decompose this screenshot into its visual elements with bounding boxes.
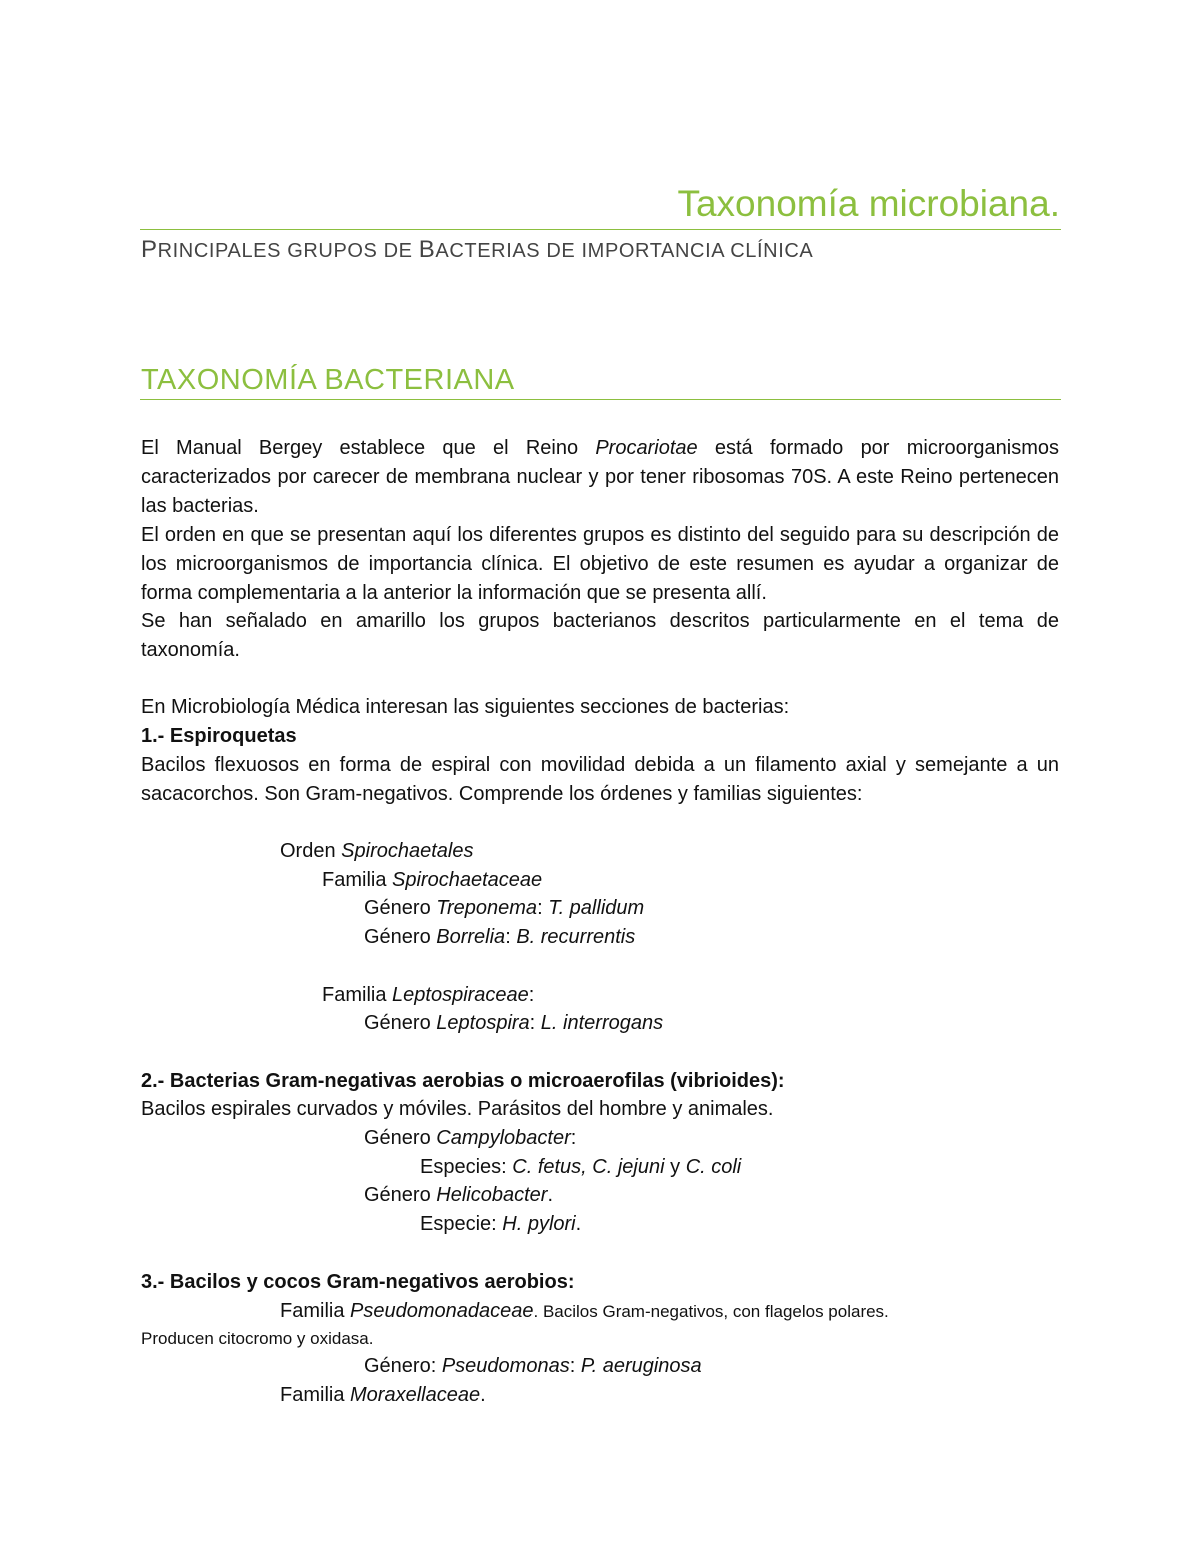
label: Familia: [322, 869, 393, 891]
s3-genero-1: [364, 1352, 702, 1381]
taxon-name: Pseudomonas: [441, 1355, 570, 1377]
label: Especies:: [420, 1156, 513, 1178]
label: Especie:: [420, 1213, 503, 1235]
title-underline: [140, 229, 1061, 230]
s2-especie-2: [420, 1210, 581, 1239]
taxon-name: Spirochaetaceae: [392, 869, 543, 891]
s3-heading: 3.- Bacilos y cocos Gram-negativos aerobios:: [141, 1271, 575, 1293]
section-underline: [140, 399, 1061, 400]
subtitle-part-2: ACTERIAS DE IMPORTANCIA CLÍNICA: [435, 240, 814, 262]
s1-heading: 1.- Espiroquetas: [141, 725, 297, 747]
separator: .: [480, 1384, 486, 1406]
species-name: P. aeruginosa: [580, 1355, 702, 1377]
separator: :: [528, 984, 535, 1006]
label: Género: [364, 926, 437, 948]
label: Familia: [280, 1300, 351, 1322]
intro-paragraph-1: [141, 434, 1059, 520]
conjunction: y: [664, 1156, 686, 1178]
separator: .: [575, 1213, 582, 1235]
species-name: B. recurrentis: [516, 926, 636, 948]
label: Familia: [280, 1384, 351, 1406]
taxon-name: Campylobacter: [436, 1127, 571, 1149]
separator: :: [529, 1012, 541, 1034]
taxon-name: Spirochaetales: [341, 840, 474, 862]
intro-p1-kingdom: Procariotae: [595, 437, 698, 459]
intro-paragraph-2: El orden en que se presentan aquí los diferentes grupos es distinto del seguido para su descripción de los microorganismos de importancia clínica. El objetivo de este resumen es ayudar a organizar de forma complementaria a la anterior la información que se presenta allí.: [141, 524, 1059, 604]
intro-paragraph-3: Se han señalado en amarillo los grupos bacterianos descritos particularmente en el tema de taxonomía.: [141, 610, 1059, 661]
separator: :: [569, 1355, 581, 1377]
intro-paragraph-4: En Microbiología Médica interesan las siguientes secciones de bacterias:: [141, 696, 790, 718]
s1-genero-2: [364, 923, 635, 952]
s3-familia-1-desc: Producen citocromo y oxidasa.: [141, 1329, 374, 1348]
subtitle-part-1: RINCIPALES GRUPOS DE: [157, 240, 419, 262]
taxon-name: Leptospira: [436, 1012, 530, 1034]
taxon-name: Borrelia: [436, 926, 506, 948]
taxon-name: Treponema: [436, 897, 538, 919]
document-subtitle: [141, 236, 813, 265]
label: Género:: [364, 1355, 442, 1377]
species-name: L. interrogans: [540, 1012, 664, 1034]
s2-heading: 2.- Bacterias Gram-negativas aerobias o microaerofilas (vibrioides):: [141, 1070, 785, 1092]
s1-familia-2: [322, 981, 534, 1010]
section-heading: TAXONOMÍA BACTERIANA: [141, 364, 515, 396]
species-name: T. pallidum: [548, 897, 645, 919]
s2-genero-2: [364, 1181, 553, 1210]
taxon-name: Helicobacter: [436, 1184, 548, 1206]
species-name: C. fetus, C. jejuni: [512, 1156, 665, 1178]
s1-familia-1: [322, 866, 542, 895]
label: Género: [364, 1127, 437, 1149]
s2-especies-1: [420, 1153, 741, 1182]
species-name: C. coli: [685, 1156, 742, 1178]
subtitle-initial-p: P: [141, 236, 158, 263]
separator: .: [547, 1184, 553, 1206]
intro-p1-text-a: El Manual Bergey establece que el Reino: [141, 437, 596, 459]
label: Género: [364, 1184, 437, 1206]
s2-genero-1: [364, 1124, 576, 1153]
subtitle-initial-b: B: [418, 236, 436, 263]
separator: :: [505, 926, 517, 948]
label: Género: [364, 1012, 437, 1034]
separator: :: [570, 1127, 577, 1149]
label: Familia: [322, 984, 393, 1006]
s1-genero-3: [364, 1009, 663, 1038]
document-title: Taxonomía microbiana.: [677, 183, 1060, 224]
s2-description: Bacilos espirales curvados y móviles. Parásitos del hombre y animales.: [141, 1098, 774, 1120]
species-name: H. pylori: [502, 1213, 576, 1235]
family-description: . Bacilos Gram-negativos, con flagelos polares.: [533, 1302, 889, 1321]
s3-familia-2: [280, 1381, 486, 1410]
taxon-name: Moraxellaceae: [350, 1384, 481, 1406]
label: Género: [364, 897, 437, 919]
s1-description: Bacilos flexuosos en forma de espiral con movilidad debida a un filamento axial y semejante a un sacacorchos. Son Gram-negativos. Comprende los órdenes y familias siguientes:: [141, 754, 1059, 805]
taxon-name: Leptospiraceae: [392, 984, 529, 1006]
separator: :: [537, 897, 549, 919]
s1-genero-1: [364, 894, 644, 923]
intro-p1-text-b: está formado por microorganismos caracterizados por carecer de membrana nuclear y por tener ribosomas 70S. A este Reino pertenecen las bacterias.: [141, 437, 1059, 517]
taxon-name: Pseudomonadaceae: [350, 1300, 534, 1322]
label: Orden: [280, 840, 342, 862]
s1-orden: [280, 837, 473, 866]
s3-familia-1: [280, 1297, 889, 1327]
